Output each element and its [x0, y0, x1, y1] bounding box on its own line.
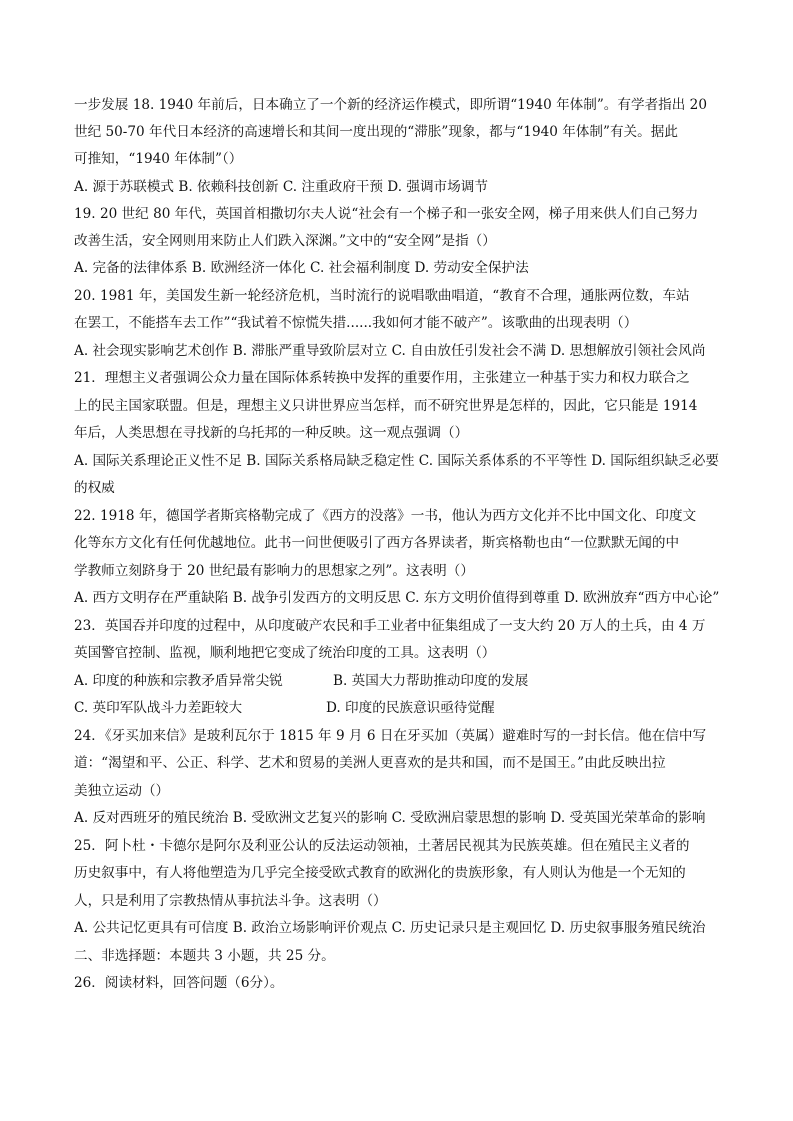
text-line: 上的民主国家联盟。但是，理想主义只讲世界应当怎样，而不研究世界是怎样的，因此，它只能是 1914 — [74, 398, 698, 414]
q18-options: A. 源于苏联模式 B. 依赖科技创新 C. 注重政府干预 D. 强调市场调节 — [74, 179, 488, 195]
text-line: 一步发展 18. 1940 年前后，日本确立了一个新的经济运作模式，即所谓“1940 年体制”。有学者指出 20 — [74, 97, 707, 113]
q22-stem: 22. 1918 年，德国学者斯宾格勒完成了《西方的没落》一书，他认为西方文化并不比中国文化、印度文 — [74, 508, 697, 524]
q24-options: A. 反对西班牙的殖民统治 B. 受欧洲文艺复兴的影响 C. 受欧洲启蒙思想的影响 D. 受英国光荣革命的影响 — [74, 810, 706, 826]
text-line: 的权威 — [74, 480, 115, 496]
q23-stem: 23．英国吞并印度的过程中，从印度破产农民和手工业者中征集组成了一支大约 20 万人的土兵，由 4 万 — [74, 618, 706, 634]
text-line: 在罢工，不能搭车去工作”“我试着不惊慌失措......我如何才能不破产”。该歌曲的出现表明（） — [74, 315, 638, 331]
text-line: 人，只是利用了宗教热情从事抗法斗争。这表明（） — [74, 893, 387, 909]
text-line: 历史叙事中，有人将他塑造为几乎完全接受欧式教育的欧洲化的贵族形象，有人则认为他是一个无知的 — [74, 865, 686, 881]
text-line: 美独立运动（） — [74, 783, 170, 799]
q20-options: A. 社会现实影响艺术创作 B. 滞胀严重导致阶层对立 C. 自由放任引发社会不满 D. 思想解放引领社会风尚 — [74, 343, 706, 359]
text-line: 改善生活，安全网则用来防止人们跌入深渊。”文中的“安全网”是指（） — [74, 233, 496, 249]
text-line: 化等东方文化有任何优越地位。此书一问世便吸引了西方各界读者，斯宾格勒也由“一位默默无闻的中 — [74, 535, 680, 551]
q24-stem: 24．《牙买加来信》是玻利瓦尔于 1815 年 9 月 6 日在牙买加（英属）避难时写的一封长信。他在信中写 — [74, 728, 707, 744]
q19-options: A. 完备的法律体系 B. 欧洲经济一体化 C. 社会福利制度 D. 劳动安全保护法 — [74, 260, 529, 276]
q23-option-d: D. 印度的民族意识亟待觉醒 — [326, 700, 495, 716]
q21-options: A. 国际关系理论正义性不足 B. 国际关系格局缺乏稳定性 C. 国际关系体系的不平等性 D. 国际组织缺乏必要 — [74, 453, 720, 469]
q26-stem: 26．阅读材料，回答问题（6分）。 — [74, 975, 284, 991]
text-line: 年后，人类思想在寻找新的乌托邦的一种反映。这一观点强调（） — [74, 425, 469, 441]
section-heading: 二、非选择题：本题共 3 小题，共 25 分。 — [74, 948, 335, 964]
q22-options: A. 西方文明存在严重缺陷 B. 战争引发西方的文明反思 C. 东方文明价值得到尊重 D. 欧洲放弃“西方中心论” — [74, 590, 720, 606]
q25-options: A. 公共记忆更具有可信度 B. 政治立场影响评价观点 C. 历史记录只是主观回忆 D. 历史叙事服务殖民统治 — [74, 920, 706, 936]
q23-option-c: C. 英印军队战斗力差距较大 — [74, 700, 243, 716]
q21-stem: 21．理想主义者强调公众力量在国际体系转换中发挥的重要作用，主张建立一种基于实力和权力联合之 — [74, 370, 690, 386]
q19-stem: 19. 20 世纪 80 年代，英国首相撒切尔夫人说“社会有一个梯子和一张安全网，梯子用来供人们自己努力 — [74, 206, 699, 222]
q23-option-a: A. 印度的种族和宗教矛盾异常尖锐 — [74, 673, 283, 689]
text-line: 学教师立刻跻身于 20 世纪最有影响力的思想家之列”。这表明（） — [74, 563, 474, 579]
q23-option-b: B. 英国大力帮助推动印度的发展 — [333, 673, 529, 689]
q25-stem: 25．阿卜杜・卡德尔是阿尔及利亚公认的反法运动领袖，土著居民视其为民族英雄。但在殖民主义者的 — [74, 838, 690, 854]
text-line: 世纪 50-70 年代日本经济的高速增长和其间一度出现的“滞胀”现象，都与“1940 年体制”有关。据此 — [74, 124, 678, 140]
text-line: 可推知，“1940 年体制”（） — [74, 151, 243, 167]
text-line: 英国警官控制、监视，顺利地把它变成了统治印度的工具。这表明（） — [74, 645, 496, 661]
text-line: 道：“渴望和平、公正、科学、艺术和贸易的美洲人更喜欢的是共和国，而不是国王。”由此反映出拉 — [74, 755, 666, 771]
q20-stem: 20. 1981 年，美国发生新一轮经济危机，当时流行的说唱歌曲唱道，“教育不合理，通胀两位数，车站 — [74, 288, 690, 304]
